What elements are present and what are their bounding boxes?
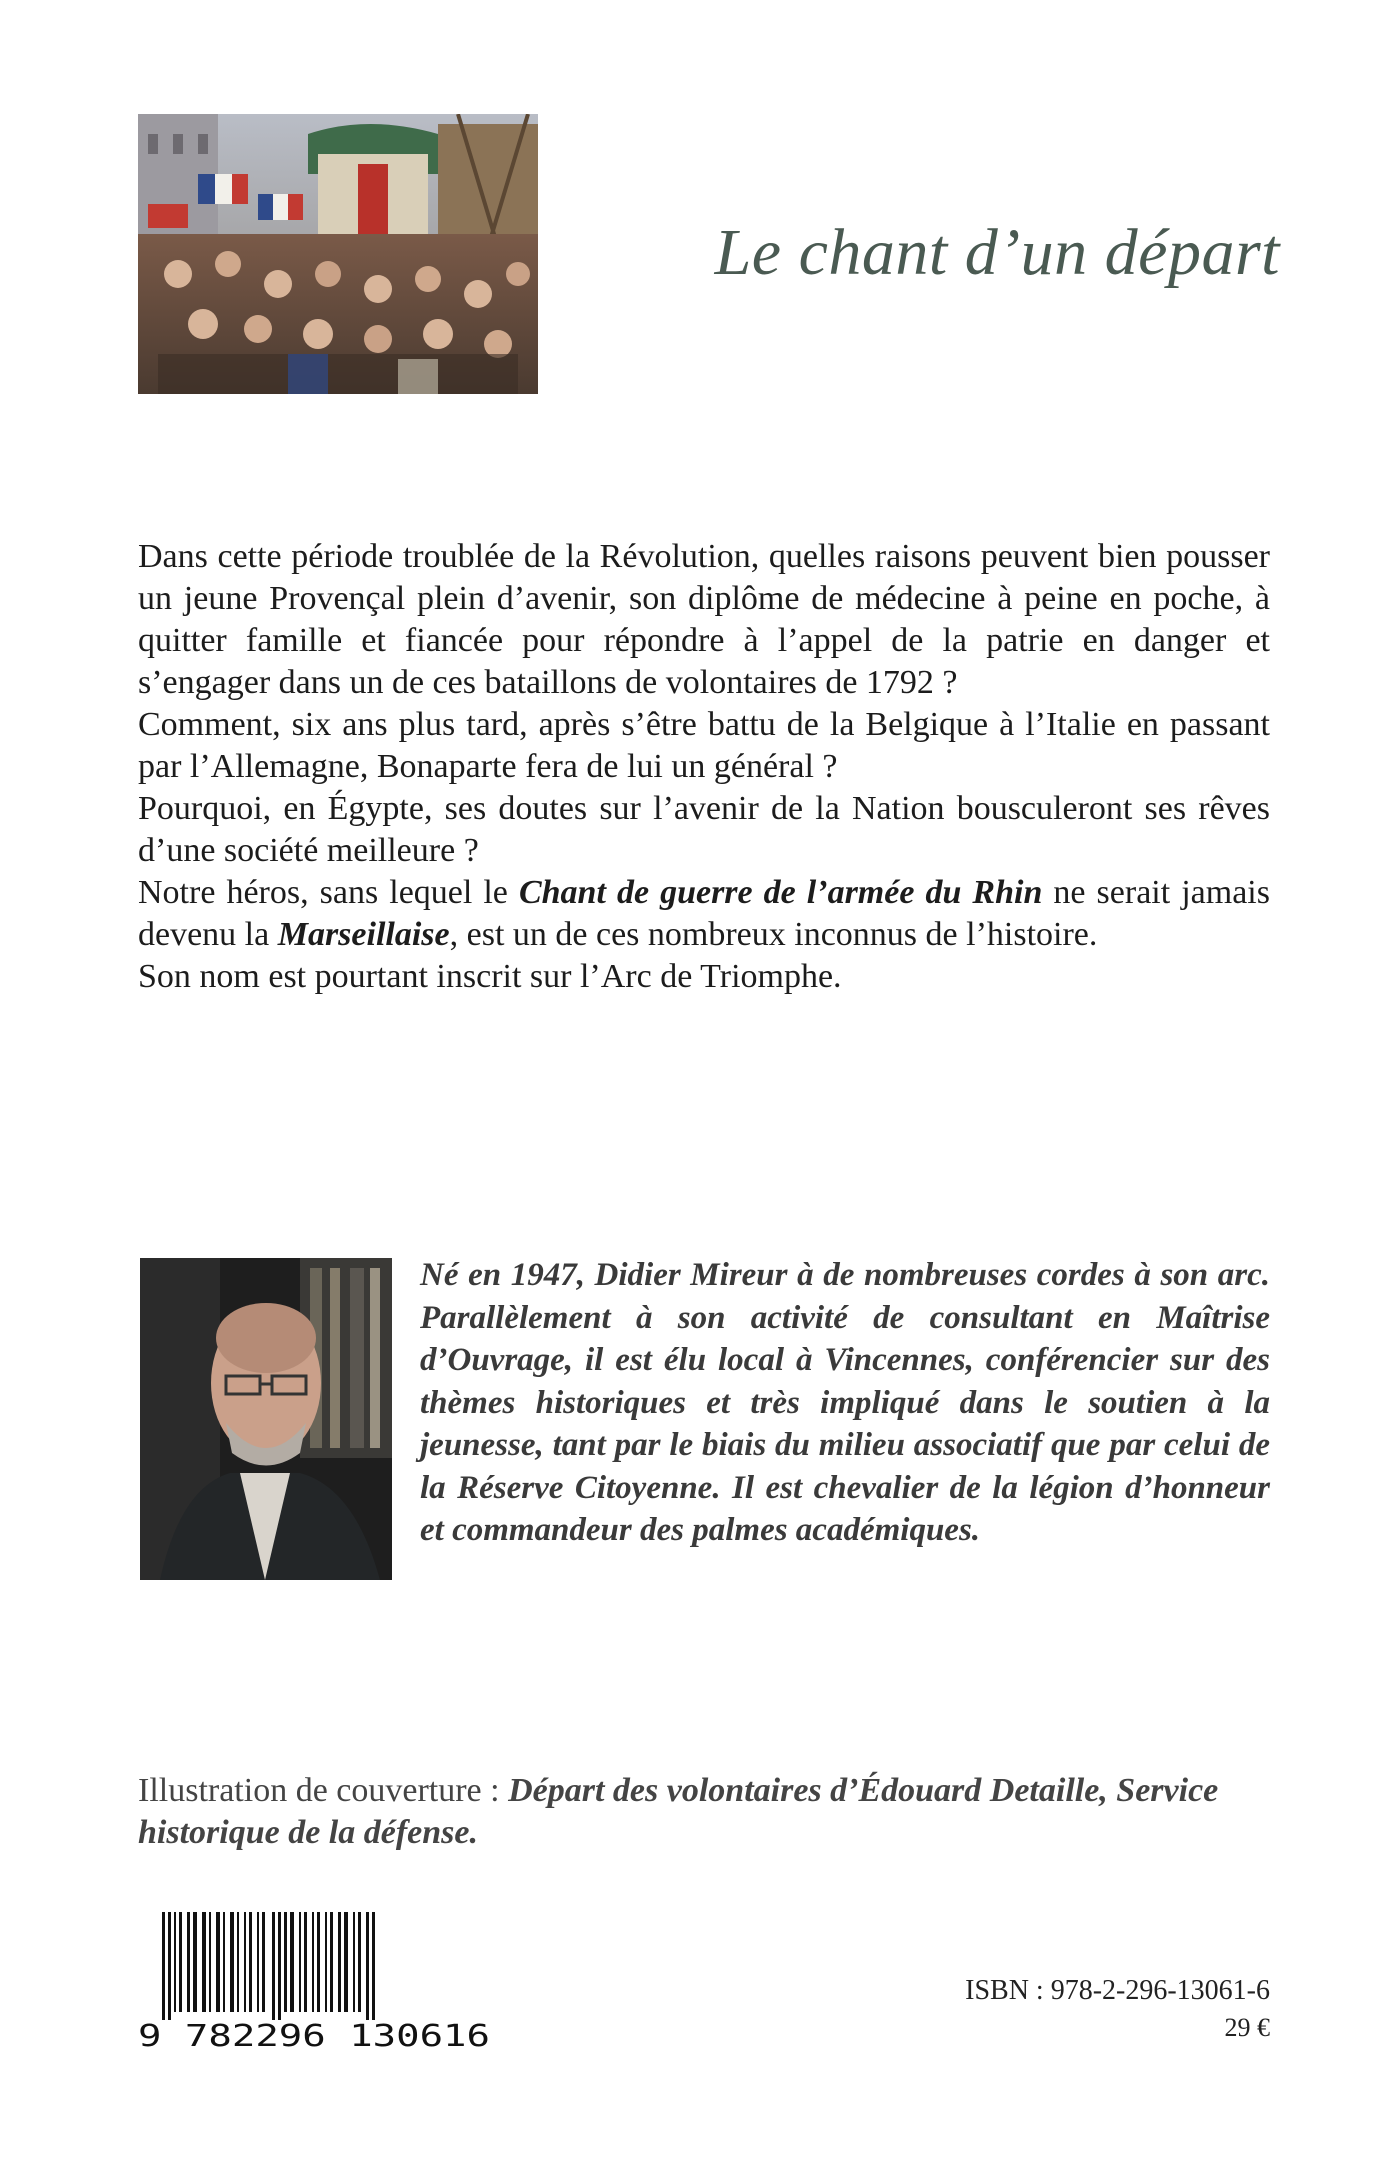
barcode-bar: [179, 1912, 182, 2012]
blurb-text: Notre héros, sans lequel le: [138, 874, 519, 911]
barcode-bar: [325, 1912, 327, 2012]
barcode-bar: [237, 1912, 239, 2012]
barcode-bar: [216, 1912, 220, 2012]
barcode-bar: [290, 1912, 294, 2012]
price: 29 €: [1224, 2013, 1270, 2042]
barcode-bar: [304, 1912, 307, 2012]
barcode-bar: [312, 1912, 314, 2012]
blurb-text: , est un de ces nombreux inconnus de l’histoire.: [449, 916, 1098, 953]
barcode-bar: [272, 1912, 275, 2020]
barcode-bar: [193, 1912, 197, 2012]
barcode-bar: [358, 1912, 361, 2012]
barcode-bar: [223, 1912, 225, 2012]
song-title: Chant de guerre de l’armée du Rhin: [518, 874, 1043, 911]
barcode-bar: [262, 1912, 265, 2012]
barcode-bar: [353, 1912, 355, 2012]
barcode-bar: [168, 1912, 171, 2020]
blurb-paragraph: Son nom est pourtant inscrit sur l’Arc de Triomphe.: [138, 958, 842, 995]
credit-label: Illustration de couverture :: [138, 1772, 509, 1809]
barcode-bar: [257, 1912, 259, 2012]
blurb-paragraph: Comment, six ans plus tard, après s’être battu de la Belgique à l’Italie en passant par l’Allemagne, Bonaparte fera de lui un général ?: [138, 706, 1270, 785]
barcode-bar: [366, 1912, 369, 2020]
barcode-bar: [202, 1912, 206, 2012]
barcode-bar: [284, 1912, 287, 2012]
barcode-bar: [174, 1912, 176, 2012]
barcode-digits: 9 782296 130616: [138, 2019, 490, 2052]
barcode-bar: [230, 1912, 234, 2012]
blurb-paragraph: Pourquoi, en Égypte, ses doutes sur l’avenir de la Nation bousculeront ses rêves d’une société meilleure ?: [138, 790, 1270, 869]
barcode-bar: [278, 1912, 281, 2020]
barcode-bar: [338, 1912, 341, 2012]
back-cover-blurb: [138, 536, 1270, 998]
barcode-bar: [209, 1912, 211, 2012]
isbn-barcode: [138, 1912, 490, 2052]
cover-illustration: [138, 114, 538, 394]
blurb-paragraph: [138, 872, 1270, 956]
barcode-bar: [187, 1912, 190, 2012]
barcode-bar: [317, 1912, 320, 2012]
barcode-bar: [299, 1912, 301, 2012]
barcode-bar: [244, 1912, 246, 2012]
author-bio: Né en 1947, Didier Mireur à de nombreuses cordes à son arc. Parallèlement à son activité de consultant en Maîtrise d’Ouvrage, il est élu local à Vincennes, conférencier sur des thèmes historiques et très impliqué dans le soutien à la jeunesse, tant par le biais du milieu associatif que par celui de la Réserve Citoyenne. Il est chevalier de la légion d’honneur et commandeur des palmes académiques.: [420, 1257, 1270, 1548]
barcode-bar: [162, 1912, 165, 2020]
blurb-paragraph: Dans cette période troublée de la Révolution, quelles raisons peuvent bien pousser un jeune Provençal plein d’avenir, son diplôme de médecine à peine en poche, à quitter famille et fiancée pour répondre à l’appel de la patrie en danger et s’engager dans un de ces bataillons de volontaires de 1792 ?: [138, 538, 1270, 701]
barcode-bar: [249, 1912, 252, 2012]
barcode-bar: [372, 1912, 375, 2020]
author-photo: [140, 1258, 392, 1580]
anthem-title: Marseillaise: [277, 916, 450, 953]
illustration-credit: [138, 1770, 1270, 1854]
blurb-text: ne serait jamais devenu la: [138, 874, 1270, 953]
isbn-number: ISBN : 978-2-296-13061-6: [965, 1975, 1270, 2006]
barcode-bar: [344, 1912, 348, 2012]
barcode-bar: [330, 1912, 333, 2012]
book-title: Le chant d’un départ: [714, 216, 1280, 289]
credit-work: Départ des volontaires d’Édouard Detaille, Service historique de la défense.: [138, 1772, 1219, 1851]
